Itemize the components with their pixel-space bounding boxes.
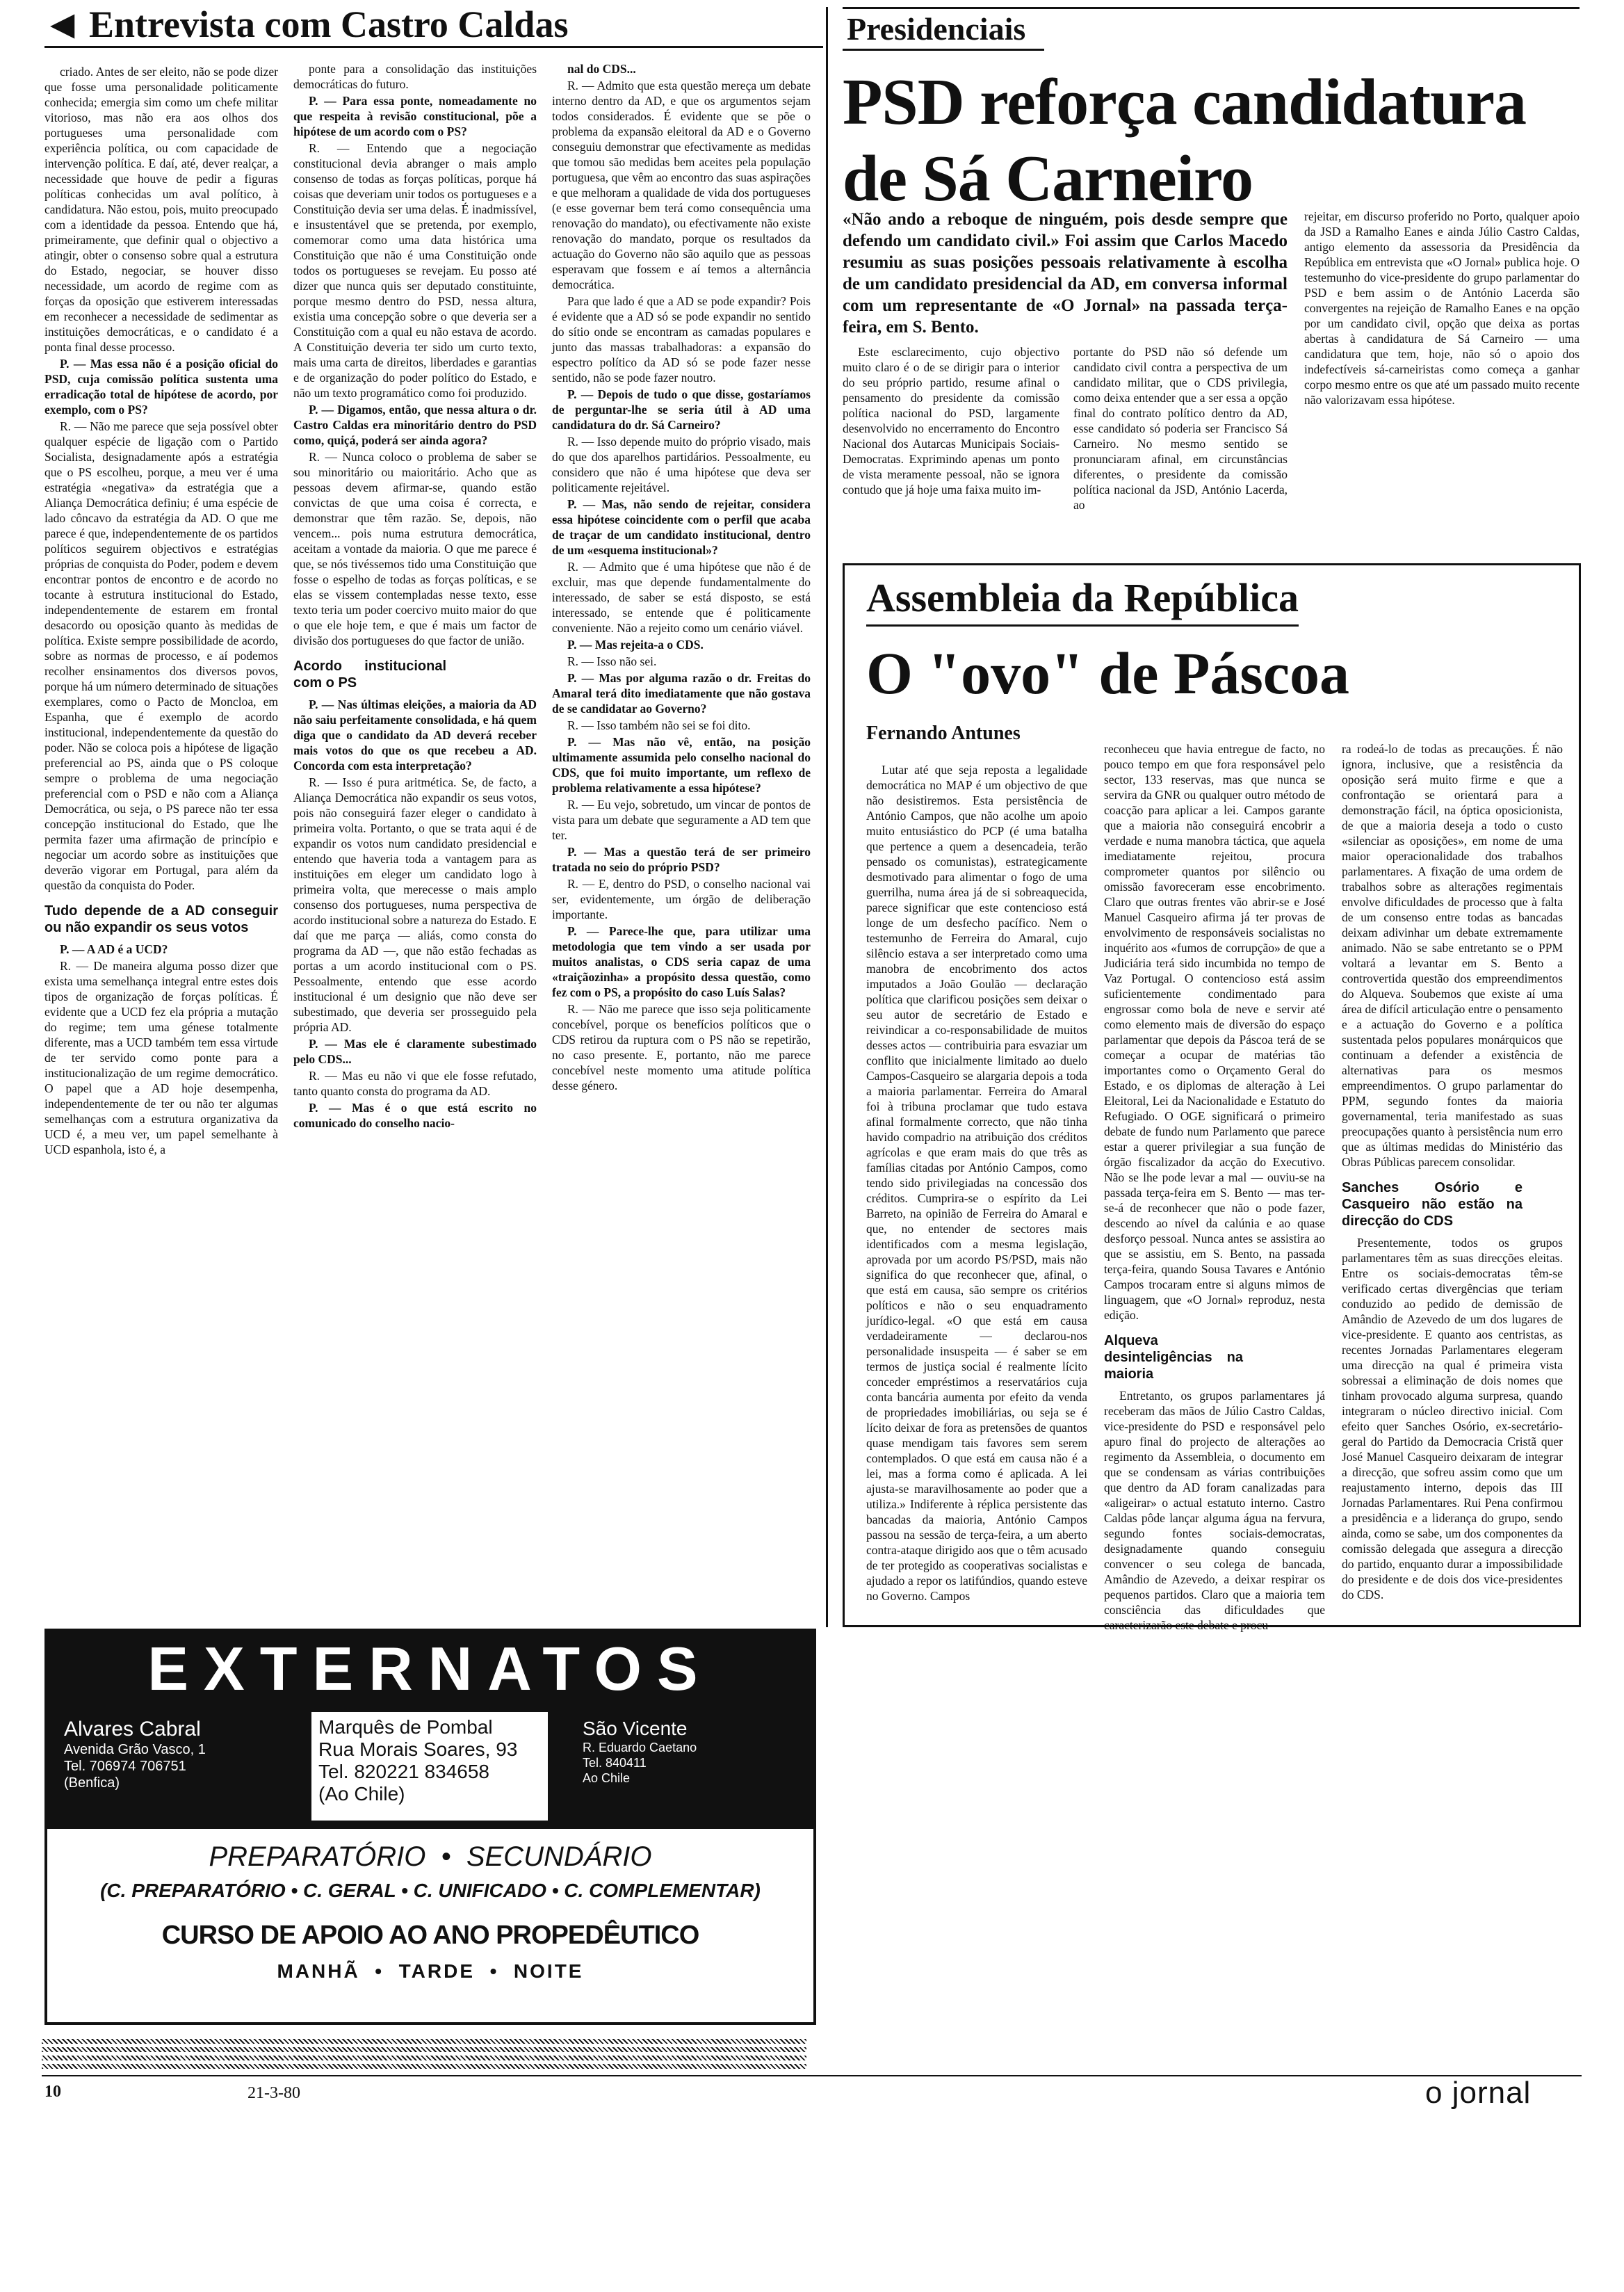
entrevista-col1 [44,64,278,1615]
entrevista-col3 [552,61,811,1612]
ad-prep-line: PREPARATÓRIO • SECUNDÁRIO [209,1841,652,1872]
hatched-rule-2 [42,2047,806,2052]
page-number: 10 [44,2083,61,2101]
assembleia-byline: Fernando Antunes [866,723,1021,744]
interview-question: P. — Mas não vê, então, na posição ultimamente assumida pelo conselho nacional do CDS, que foi muito importante, um reflexo de problema relativamente a essa hipótese? [552,735,811,795]
hatched-rule-1 [42,2039,806,2044]
presidenciais-label: Presidenciais [847,11,1026,47]
interview-answer: R. — Isso depende muito do próprio visado, mais do que dos aparelhos partidários. Pessoalmente, eu considero que não é uma hipótese que deva ser politicamente rejeitável. [552,435,811,494]
sanches-osorio-subhead: Sanches Osório e Casqueiro não estão na direcção do CDS [1342,1180,1522,1229]
interview-answer: R. — Não me parece que isso seja politicamente concebível, porque os benefícios políticos que o CDS retirou da ruptura com o PS não se repetirão, no caso presente. E, portanto, não me parece concebível neste momento uma atitude política desse género. [552,1002,811,1092]
ad-courses: (C. PREPARATÓRIO • C. GERAL • C. UNIFICADO • C. COMPLEMENTAR) [100,1880,761,1901]
interview-question: P. — Mas essa não é a posição oficial do PSD, cuja comissão política sustenta uma erradicação total de hipótese de acordo, por exemplo, com o PS? [44,357,278,417]
hatched-rule-3 [42,2056,806,2060]
interview-answer: ponte para a consolidação das instituições democráticas do futuro. [293,62,537,91]
presidenciais-col1: Este esclarecimento, cujo objectivo muito claro é o de se dirigir para o interior do seu próprio partido, resume afinal o pensamento do presidente da comissão política nacional do PSD, largamente desenvolvido no encerramento do Encontro Nacional dos Autarcas Municipais Sociais-Democratas. Exprimindo apenas um ponto de vista meramente pessoal, não se ignora contudo que já hoje uma faixa muito im- [843,345,1059,497]
tudo-depende-subhead: Tudo depende de a AD conseguir ou não expandir os seus votos [44,903,278,935]
page-date: 21-3-80 [247,2084,300,2102]
assembleia-col1: Lutar até que seja reposta a legalidade democrática no MAP é um objectivo de que não desistiremos. Esta persistência de António Campos, que não acolhe um apoio muito entusiástico do PCP (é uma batalha que pertence a quem a desencadeia, terão pensado os comunistas), estrategicamente desmotivado para alimentar o fogo de uma guerrilha, numa área já de si sobreaquecida, parece significar que este contencioso está longe de um desfecho pacífico. Nem o testemunho de Ferreira do Amaral, cujo silêncio estava a ser interpretado como uma manobra de encobrimento dos actos imputados a João Goulão — declaração política que clarificou posições sem deixar o seu autor de secretário de Estado e reivindicar a co-responsabilidade de muitos desses actos — contribuiria para esvaziar um conflito que inicialmente limitado ao duelo Campos-Casqueiro se alargaria depois a toda a maioria parlamentar. Ferreira do Amaral foi à tribuna proclamar que tudo estava afinal formalmente correcto, que não tinha havido compadrio na atribuição dos créditos agrícolas e que eram mais do que três as famílias citadas por António Campos, como tendo sido privilegiadas na concessão dos créditos. Cumprira-se o espírito da Lei Barreto, na opinião de Ferreira do Amaral e que, no entender de sectores mais identificados com a mesma legislação, aprovada por um acordo PS/PSD, mais não significa do que reconhecer que, afinal, o que está em causa, são sempre os critérios políticos e não o seu enquadramento jurídico-legal. «O que está em causa verdadeiramente — declarou-nos personalidade insuspeita — é saber se em termos de justiça social é realmente lícito conceder empréstimos a reservatários cuja conta bancária aumenta por efeito da venda de propriedades imobiliárias, ou seja se é lícito deixar de fora as pretensões de quantos quase mendigam tais favores sem serem contemplados. O que está em causa não é a lei, mas a forma como é aplicada. A lei ajusta-se maravilhosamente ao poder que a utiliza.» Indiferente à réplica persistente das bancadas da maioria, António Campos passou na sessão de terça-feira, a um aberto contra-ataque dirigido aos que o têm acusado de ter protegido as cooperativas socialistas e ajudado a repor os latifúndios, quando esteve no Governo. Campos [866,763,1087,1603]
interview-answer: R. — Isso não sei. [567,654,657,668]
interview-question: P. — Mas ele é claramente subestimado pelo CDS... [293,1037,537,1066]
interview-answer: R. — Isso também não sei se foi dito. [567,718,751,732]
interview-answer: R. — Eu vejo, sobretudo, um vincar de pontos de vista para um debate que seguramente a AD tem que ter. [552,798,811,842]
interview-question: P. — Mas por alguma razão o dr. Freitas do Amaral terá dito imediatamente que não gostava de se candidatar ao Governo? [552,671,811,716]
interview-question: P. — Depois de tudo o que disse, gostaríamos de perguntar-lhe se seria útil à AD uma candidatura do dr. Sá Carneiro? [552,387,811,432]
assembleia-headline: O "ovo" de Páscoa [866,640,1350,707]
ad-locations [47,1709,813,1829]
interview-question: P. — Para essa ponte, nomeadamente no que respeita à revisão constitucional, põe a hipótese de um acordo com o PS? [293,94,537,138]
presidenciais-col3: rejeitar, em discurso proferido no Porto, qualquer apoio da JSD a Ramalho Eanes e ainda Júlio Castro Caldas, antigo elemento da assessoria da Presidência da República em entrevista que «O Jornal» publica hoje. O testemunho do vice-presidente do grupo parlamentar do PSD e bem assim o de António Lacerda são convergentes na rejeição de Ramalho Eanes e na opção por um candidato civil, opção que deixa as portas abertas à candidatura de Sá Carneiro — uma candidatura que tem, hoje, não só o apoio dos indefectíveis sá-carneiristas como começa a ganhar corpo mesmo entre os que até um passado muito recente não valorizavam essa hipótese. [1304,209,1580,407]
assembleia-kicker: Assembleia da República [866,574,1299,627]
headline-line-2: de Sá Carneiro [843,143,1253,215]
hatched-rule-4 [42,2064,806,2069]
interview-answer: R. — Não me parece que seja possível obter qualquer espécie de ligação com o Partido Socialista, designadamente após a estratégia que o PS escolheu, porque, a meu ver é uma estratégia «negativa» da estratégia que a Aliança Democrática definiu; é uma espécie de lado côncavo da estratégia da AD. O que me parece é que, independentemente de os partidos políticos seguirem objectivos e estratégias próprias de conquista do Poder, podem e devem encontrar pontos de encontro e de acordo no tocante à estrutura institucional do Estado, independentemente de estarem em frontal desacordo ou oposição quanto às medidas de política. Existe sempre possibilidade de acordo, sobre as normas de processo, e aí podemos recolher ensinamentos dos diversos povos, porque há um número determinado de situações exemplares, como o Pacto de Moncloa, em Espanha, que é exemplo de acordo institucional, independentemente da questão do poder. Não se coloca pois a hipótese de ligação preferencial ao PS, ainda que o PS coloque sempre o problema de uma negociação preferencial com o PSD e não com a Aliança Democrática, ou seja, o PS parece não ter essa concepção institucional do Estado, que lhe permita fazer uma afirmação de princípio e negociar um acordo sobre as instituições que deverão vigorar em Portugal, para além da questão da conquista do Poder. [44,419,278,892]
alqueva-subhead: Alqueva desinteligências na maioria [1104,1333,1243,1382]
interview-answer: criado. Antes de ser eleito, não se pode dizer que fosse uma personalidade politicamente conhecida; emergia sim como um chefe militar vitorioso, mas não era aos olhos dos portugueses uma personalidade com experiência política, ou com capacidade de intervenção política. E daí, até, dever realçar, a necessidade que houve de pedir a figuras políticas conhecidas um aval político, à candidatura. Não estou, pois, muito preocupado com a identidade da pessoa. Entendo que há, primeiramente, que definir qual o objectivo a atingir, obter o consenso sobre qual a estrutura do Estado, negociar, se houver disso necessidade, um acordo de regime com as forças da oposição que estiverem interessadas em reconhecer a necessidade de sedimentar as instituições democráticas, e o candidato é a ponta final desse processo. [44,65,278,354]
interview-answer: R. — E, dentro do PSD, o conselho nacional vai ser, evidentemente, um órgão de deliberação importante. [552,877,811,921]
presidenciais-headline [843,64,1580,217]
assembleia-col3: ra rodeá-lo de todas as precauções. É não ignora, inclusive, que a resistência da oposição será muito firme e que a confrontação se orientará para a demonstração fácil, na óptica oposicionista, de que a maioria deseja a todo o custo «silenciar as oposições», em nome de uma maior operacionalidade dos trabalhos parlamentares. A fixação de uma ordem de trabalhos sobre as alterações regimentais envolve dificuldades de processo que à falta de um consenso entre todas as bancadas deixam adivinhar um debate extremamente animado. Não se sabe entretanto se o PPM voltará a levantar em S. Bento a controvertida questão dos empreendimentos do Alqueva. Soubemos que existe aí uma área de difícil articulação entre o pensamento e a actuação do Governo e a política sustentada pelos populares monárquicos que continuam a defender a existência de alternativas para os mesmos empreendimentos. O grupo parlamentar do PPM, segundo fontes da maioria governamental, teria manifestado as suas preocupações quanto à persistência num erro que as últimas medidas do Ministério das Obras Públicas parecem consolidar. Sanches Osório e Casqueiro não estão na direcção do CDS Presentemente, todos os grupos parlamentares têm as suas direcções eleitas. Entre os sociais-democratas têm-se verificado certas divergências que teriam conduzido ao pedido de demissão de Amândio de Azevedo de um dos lugares de vice-presidente. E quanto aos centristas, as recentes Jornadas Parlamentares elegeram uma direcção na qual é primeira vista sobressai a eliminação de dois nomes que tinham provocado alguma surpresa, quando integraram o núcleo directivo inicial. Com efeito quer Sanches Osório, ex-secretário-geral do Partido da Democracia Cristã quer José Manuel Casqueiro deixaram de integrar a direcção, que sofreu assim como que um reajustamento interno, depois das III Jornadas Parlamentares. Rui Pena confirmou a presidência e a liderança do grupo, sendo ainda, como se sabe, um dos componentes da comissão delegada que assegura a direcção do partido, enquanto durar a impossibilidade do presidente e de dois dos vice-presidentes do CDS. [1342,742,1563,1601]
interview-answer: R. — De maneira alguma posso dizer que exista uma semelhança integral entre estes dois tipos de organização de forças políticas. É evidente que a UCD fez ela própria a mutação do regime; tem uma génese totalmente diferente, mas a UCD também tem essa virtude de ter servido como ponte para a institucionalização de um regime democrático. O papel que a AD hoje desempenha, independentemente de ter ou não ter algumas semelhanças com a estrutura organizativa da UCD é, a meu ver, um papel semelhante à UCD espanhola, isto é, a [44,959,278,1156]
interview-question: P. — Mas, não sendo de rejeitar, considera essa hipótese coincidente com o perfil que acaba de traçar de um candidato institucional, dentro de um «esquema institucional»? [552,497,811,557]
interview-question: P. — Digamos, então, que nessa altura o dr. Castro Caldas era minoritário dentro do PSD como, quiçá, poderá ser ainda agora? [293,403,537,447]
acordo-institucional-subhead: Acordo institucional com o PS [293,659,446,691]
interview-question: P. — Mas a questão terá de ser primeiro tratada no seio do próprio PSD? [552,845,811,874]
left-section-header [44,4,823,48]
ad-location-2: Marquês de Pombal Rua Morais Soares, 93 Tel. 820221 834658 (Ao Chile) [311,1712,548,1821]
ad-location-3: São Vicente R. Eduardo Caetano Tel. 840411 Ao Chile [583,1718,697,1785]
interview-answer: R. — Entendo que a negociação constitucional devia abranger o mais amplo consenso de todas as forças políticas, porque há coisas que deveriam unir todos os portugueses e a Constituição devia ser uma delas. É inadmissível, e insustentável que se pretenda, por exemplo, comemorar como uma data histórica uma Constituição que não é uma Constituição onde todos os portugueses se revejam. Eu posso até dizer que nunca quis ser deputado constituinte, porque mesmo dentro do PSD, nessa altura, existia uma concepção sobre o que deveria ser a Constituição com a qual eu não estava de acordo. A Constituição deveria ter sido um curto texto, mais uma carta de direitos, liberdades e garantias e de organização do poder político do Estado, e não um texto programático como foi produzido. [293,141,537,400]
interview-question: P. — A AD é a UCD? [60,942,168,956]
column-divider-main [826,7,828,1627]
ad-turnos: MANHÃ • TARDE • NOITE [277,1960,584,1982]
interview-answer: Para que lado é que a AD se pode expandir? Pois é evidente que a AD só se pode expandir no sentido do sítio onde se encontram as camadas populares e junto das massas trabalhadoras: a expansão do espectro político da AD só se pode fazer nesse sentido, não se pode fazer noutro. [552,294,811,385]
back-arrow-icon: ◀ [50,5,75,42]
interview-question: P. — Mas é o que está escrito no comunicado do conselho nacio- [293,1101,537,1130]
ad-apoio: CURSO DE APOIO AO ANO PROPEDÊUTICO [161,1921,699,1950]
entrevista-title: Entrevista com Castro Caldas [89,3,569,45]
presidenciais-underline [843,49,1044,51]
footer-rule [42,2075,1582,2076]
interview-answer: R. — Admito que esta questão mereça um debate interno dentro da AD, e que os argumentos sejam todos considerados. É evidente que se põe o problema da expansão eleitoral da AD e o Governo conseguiu demonstrar que efectivamente as medidas que tomou são medidas bem aceites pela população portuguesa, que vêm ao encontro das suas aspirações e que melhoram a qualidade de vida dos portugueses (e esse governar bem terá como consequência uma renovação do mandato), ou efectivamente não existe renovação do mandato, porque os resultados da actuação do Governo não são aquilo que as pessoas esperavam que fossem e aí temos a alternância democrática. [552,79,811,291]
entrevista-col2 [293,61,537,1278]
ad-title-bar [47,1631,813,1709]
interview-question: P. — Parece-lhe que, para utilizar uma metodologia que tem vindo a ser usada por muitos analistas, o CDS seria capaz de uma «traiçãozinha» a propósito dessa questão, como fez com o PS, a propósito do caso Luís Salas? [552,924,811,999]
interview-answer: R. — Nunca coloco o problema de saber se sou minoritário ou maioritário. Acho que as pessoas devem afirmar-se, quando estão convictas de que uma coisa é correcta, e demonstrar que têm razão. Se, depois, não vencem... pois numa estrutura democrática, aceitam a vontade da maioria. O que me parece é que, se nós tivéssemos tido uma Constituição que fosse o espelho de todas as forças políticas, e se elas se vissem contempladas nesse texto, esse texto teria um poder coercivo muito maior do que o que ele hoje tem, e que é mais um factor de divisão dos portugueses do que factor de união. [293,450,537,647]
presidenciais-lead: «Não ando a reboque de ninguém, pois desde sempre que defendo um candidato civil.» Foi assim que Carlos Macedo resumiu as suas posições pessoais relativamente à escolha de um candidato presidencial da AD, em conversa informal com um representante de «O Jornal» na passada terça-feira, em S. Bento. [843,210,1288,337]
interview-question: P. — Mas rejeita-a o CDS. [567,638,704,652]
interview-answer: R. — Isso é pura aritmética. Se, de facto, a Aliança Democrática não expandir os seus votos, pois não conseguirá fazer eleger o candidato à primeira volta. Portanto, o que se trata aqui é de expandir os votos num candidato presidencial e entendo que haveria toda a vantagem para as instituições em eleger um candidato logo à primeira volta, que merecesse o mais amplo consenso dos portugueses, numa perspectiva de acordo institucional sobre a natureza do Estado. E daí que me parça — aliás, como consta do programa da AD —, que não estão fechadas as portas a um acordo institucional com o PS. Pessoalmente, entendo que esse acordo institucional é um designio que não deve ser subestimado, que deveria ser prosseguido pela própria AD. [293,775,537,1034]
interview-question: nal do CDS... [567,62,636,76]
assembleia-col2: reconheceu que havia entregue de facto, no pouco tempo em que fora responsável pelo sector, 133 reservas, mas que nunca se servira da GNR ou qualquer outro método de coacção para aplicar a lei. Campos garante que a maioria não conseguirá encobrir a verdade e numa manobra táctica, que aquela imediatamente rejeitou, procura comprometer quantos por silêncio ou omissão favoreceram esse encobrimento. Claro que outras frentes vão abrir-se e José Manuel Casqueiro afirma já ter provas de envolvimento de responsáveis socialistas no inquérito aos «fumos de corrupção» de que a Judiciária terá sido incumbida no tempo de Vaz Portugal. O contencioso está assim suficientemente condimentado para engrossar como bola de neve e servir até como elemento mais de diversão do espaço parlamentar que depois da Páscoa terá de se começar a ocupar de matérias tão importantes como o Orçamento Geral do Estado, e os diplomas de alteração à Lei Eleitoral, Lei da Nacionalidade e Estatuto do Refugiado. O OGE significará o primeiro debate de fundo num Parlamento que parece estar a querer privilegiar a sua função de órgão fiscalizador da acção do Executivo. Não se lhe pode levar a mal — ouviu-se na passada terça-feira em S. Bento — mas ter-se-á de reconhecer que não o pode fazer, descendo ao nível da calúnia e ao quase desforço pessoal. Nunca antes se assistira ao que se assistiu, em S. Bento, na passada terça-feira, quando Sousa Tavares e António Campos trocaram entre si alguns mimos de linguagem, que «O Jornal» reproduz, nesta edição. Alqueva desinteligências na maioria Entretanto, os grupos parlamentares já receberam das mãos de Júlio Castro Caldas, vice-presidente do PSD e responsável pelo apuro final do projecto de alterações ao regimento da Assembleia, o documento em que se condensam as várias contribuições que dentro da AD foram canalizadas para «aligeirar» o actual estatuto interno. Castro Caldas pôde lançar alguma água na fervura, segundo fontes sociais-democratas, designadamente quando conseguiu convencer o seu colega de bancada, Amândio de Azevedo, a deixar respirar os pequenos partidos. Claro que a maioria tem consciência das dificuldades que caracterizarão este debate e procu- [1104,742,1325,1632]
ad-title: EXTERNATOS [147,1634,713,1703]
interview-question: P. — Nas últimas eleições, a maioria da AD não saiu perfeitamente consolidada, e há quem diga que o candidato da AD deverá receber mais votos do que os que recebeu a AD. Concorda com esta interpretação? [293,697,537,773]
paper-name: o jornal [1425,2076,1532,2110]
right-section-header [843,7,1580,52]
externatos-ad [44,1629,816,2025]
interview-answer: R. — Admito que é uma hipótese que não é de excluir, mas que depende fundamentalmente do interessado, de saber se está disposto, se está interessado, se entende que é politicamente conveniente. Não a rejeito como um cenário viável. [552,560,811,635]
presidenciais-col2: portante do PSD não só defende um candidato civil contra a perspectiva de um candidato militar, que o CDS privilegia, como deixa entender que a ser essa a opção final do contrato político dentro da AD, esse candidato só poderia ser Francisco Sá Carneiro. No mesmo sentido se pronunciaram afinal, em circunstâncias diferentes, o presidente da comissão política nacional da JSD, António Lacerda, ao [1073,345,1288,512]
headline-line-1: PSD reforça candidatura [843,66,1527,138]
ad-location-1: Alvares Cabral Avenida Grão Vasco, 1 Tel. 706974 706751 (Benfica) [64,1718,206,1791]
interview-answer: R. — Mas eu não vi que ele fosse refutado, tanto quanto consta do programa da AD. [293,1069,537,1098]
